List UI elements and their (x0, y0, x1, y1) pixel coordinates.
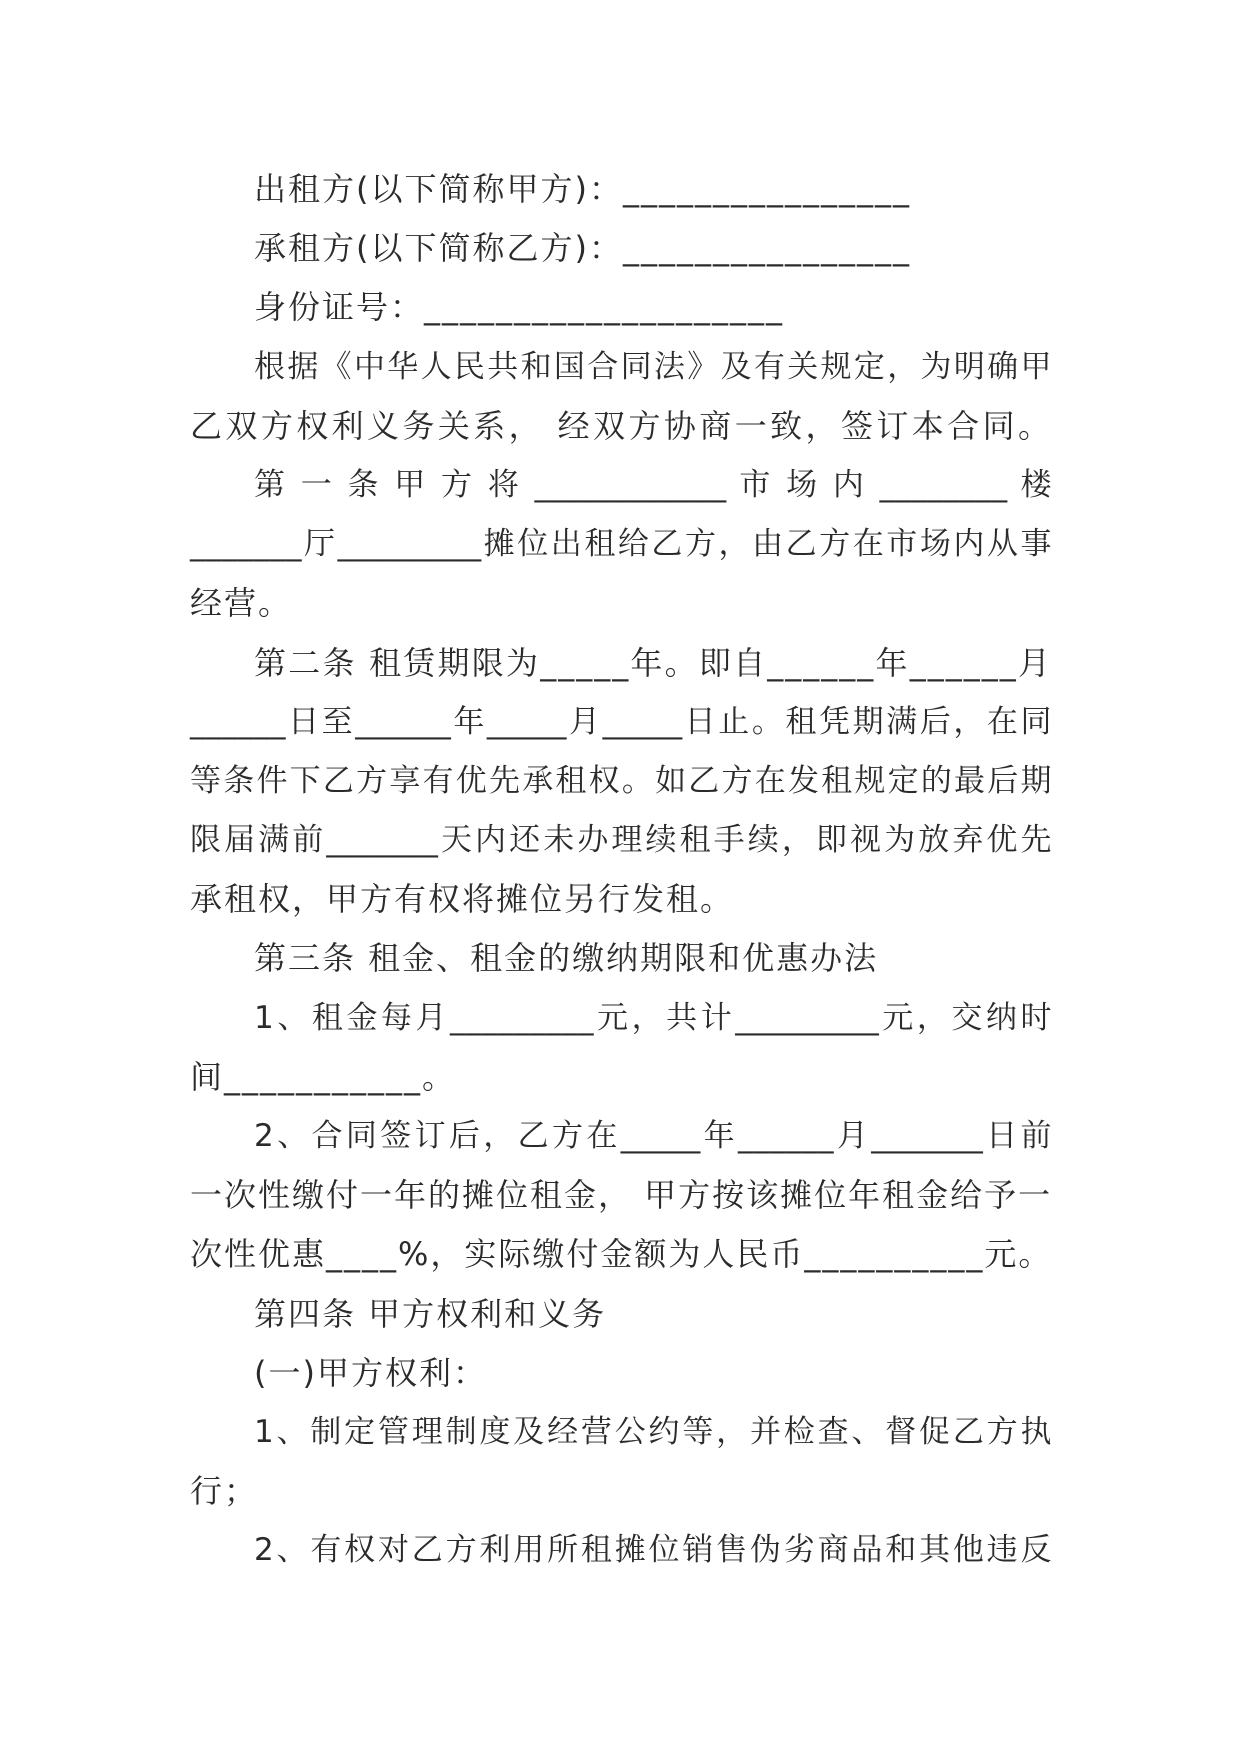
contract-text-line: 承租权，甲方有权将摊位另行发租。 (190, 880, 735, 919)
contract-text-line: 2、合同签订后，乙方在_____年______月_______日前 (254, 1118, 1052, 1154)
contract-text-line: 1、租金每月_________元，共计_________元，交纳时 (254, 999, 1052, 1036)
contract-page (190, 160, 1052, 1581)
contract-text-line: 乙双方权利义务关系， 经双方协商一致，签订本合同。 (190, 406, 1052, 445)
contract-text-line: (一)甲方权利： (254, 1353, 487, 1392)
contract-text-line: 间___________。 (190, 1057, 457, 1096)
contract-text-line: 限届满前_______天内还未办理续租手续，即视为放弃优先 (190, 822, 1052, 859)
contract-text-line: 1、制定管理制度及经营公约等，并检查、督促乙方执 (254, 1413, 1052, 1450)
contract-text-line: 第三条 租金、租金的缴纳期限和优惠办法 (254, 939, 879, 978)
contract-text-line: 第 一 条 甲 方 将 ____________ 市 场 内 ________ 楼 (254, 466, 1052, 503)
contract-text-line: 身份证号：____________________ (254, 288, 785, 327)
contract-text-line: 一次性缴付一年的摊位租金， 甲方按该摊位年租金给予一 (190, 1176, 1053, 1215)
contract-text-line: 承租方(以下简称乙方)：________________ (254, 229, 911, 268)
contract-text-line: 第二条 租赁期限为_____年。即自______年______月 (254, 643, 1052, 682)
contract-text-line: 出租方(以下简称甲方)：________________ (254, 170, 911, 208)
contract-text-line: 次性优惠____%，实际缴付金额为人民币__________元。 (190, 1235, 1053, 1274)
contract-text-line: 2、有权对乙方利用所租摊位销售伪劣商品和其他违反 (254, 1532, 1052, 1569)
contract-text-line: 经营。 (190, 584, 293, 623)
contract-text-line: 行； (190, 1472, 259, 1511)
contract-text-line: 等条件下乙方享有优先承租权。如乙方在发租规定的最后期 (190, 762, 1052, 799)
contract-text-line: 根据《中华人民共和国合同法》及有关规定，为明确甲 (254, 348, 1052, 385)
contract-text-line: 第四条 甲方权利和义务 (254, 1294, 607, 1333)
contract-text-line: ______日至______年_____月_____日止。租凭期满后，在同 (190, 703, 1052, 740)
contract-text-line: _______厅_________摊位出租给乙方，由乙方在市场内从事 (190, 526, 1052, 563)
